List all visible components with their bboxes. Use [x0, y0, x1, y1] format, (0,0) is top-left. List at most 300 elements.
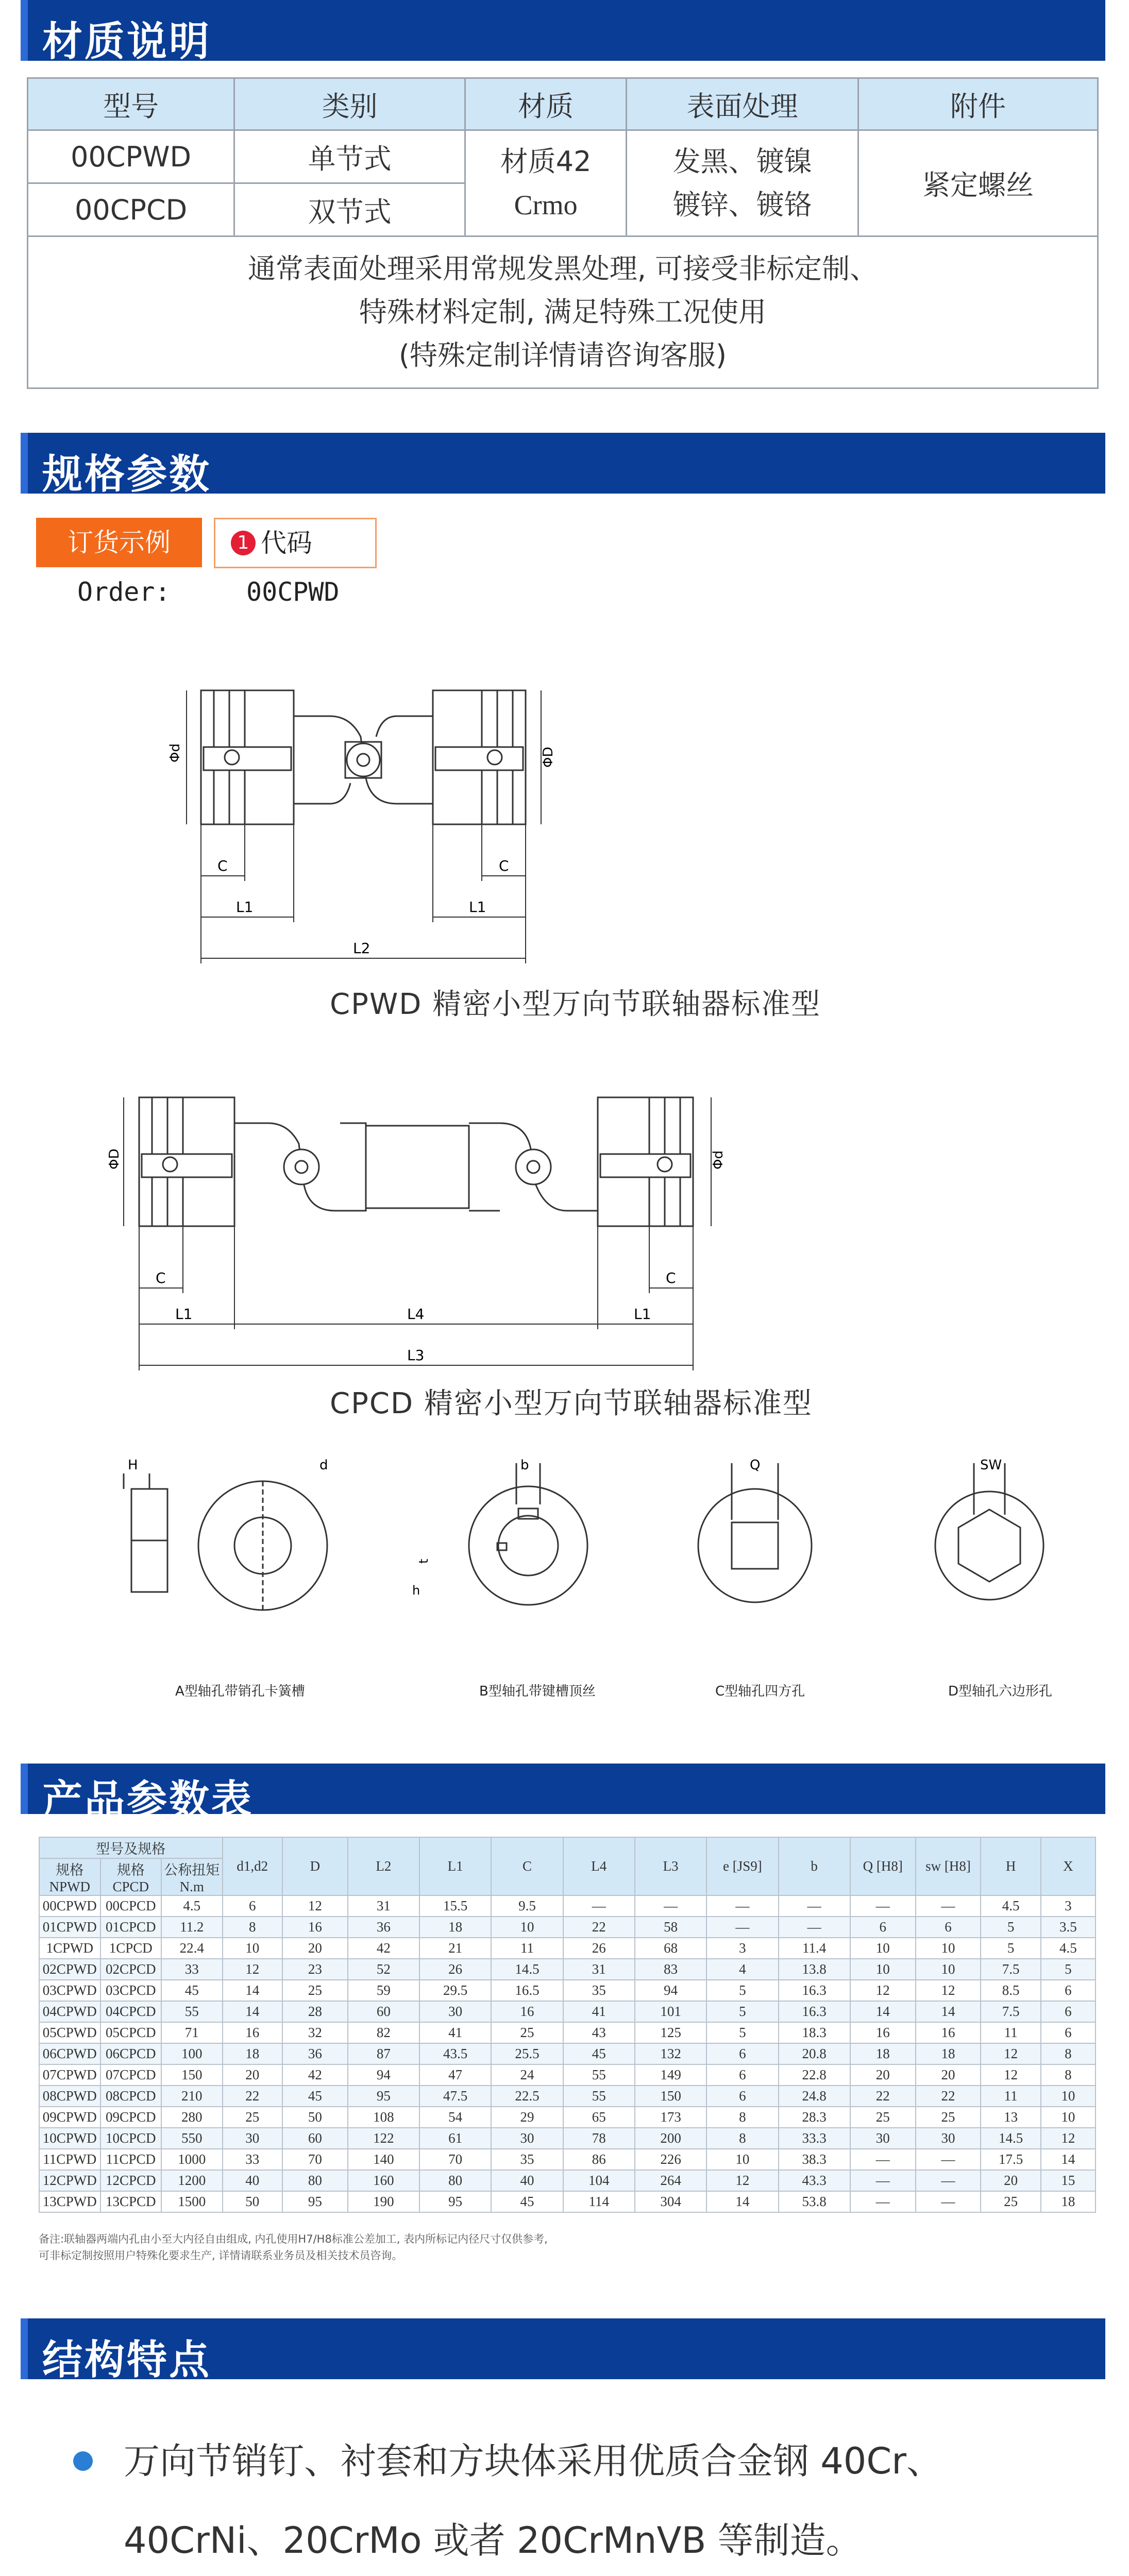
section-title-product: 产品参数表 — [42, 1777, 254, 1823]
table-cell: 35 — [491, 2149, 563, 2170]
cpwd-drawing — [167, 654, 567, 974]
table-cell: 42 — [282, 2064, 348, 2086]
table-cell: 18 — [223, 2043, 282, 2064]
table-cell: 12 — [850, 1980, 916, 2001]
table-cell: 25 — [223, 2107, 282, 2128]
table-cell: 16 — [916, 2022, 981, 2043]
table-cell: 10 — [491, 1917, 563, 1938]
table-cell: 06CPCD — [100, 2043, 162, 2064]
table-cell: 160 — [348, 2170, 419, 2191]
table-cell: 25 — [282, 1980, 348, 2001]
material-accessory-cell: 紧定螺丝 — [858, 130, 1098, 236]
table-cell: 32 — [282, 2022, 348, 2043]
table-cell: 10 — [916, 1959, 981, 1980]
table-cell: 59 — [348, 1980, 419, 2001]
spec-col-header: L4 — [563, 1837, 635, 1895]
table-cell: 03CPCD — [100, 1980, 162, 2001]
table-cell: 10 — [706, 2149, 778, 2170]
section-bar-material — [21, 0, 1105, 65]
table-row — [39, 2191, 1096, 2212]
surface-line2: 镀锌、镀铬 — [672, 188, 812, 221]
order-example-tag: 订货示例 — [36, 518, 202, 567]
table-cell: 8 — [1041, 2064, 1096, 2086]
table-cell: 8 — [706, 2107, 778, 2128]
table-cell: 14 — [223, 1980, 282, 2001]
table-cell: 22.8 — [779, 2064, 850, 2086]
note-line3: (特殊定制详情请咨询客服) — [398, 339, 727, 371]
table-cell: 125 — [635, 2022, 706, 2043]
table-cell: 6 — [916, 1917, 981, 1938]
table-cell: 11CPWD — [39, 2149, 100, 2170]
table-cell: 01CPCD — [100, 1917, 162, 1938]
spec-header-npwd: 规格 NPWD — [39, 1858, 100, 1895]
spec-col-header: L3 — [635, 1837, 706, 1895]
table-cell: 07CPWD — [39, 2064, 100, 2086]
table-cell: 10 — [916, 1938, 981, 1959]
table-cell: 149 — [635, 2064, 706, 2086]
table-cell: 5 — [706, 2022, 778, 2043]
table-cell: 23 — [282, 1959, 348, 1980]
table-cell: 33 — [161, 1959, 223, 1980]
table-cell: 35 — [563, 1980, 635, 2001]
table-cell: 20.8 — [779, 2043, 850, 2064]
table-cell: 18 — [850, 2043, 916, 2064]
table-cell: 29 — [491, 2107, 563, 2128]
table-cell: 60 — [348, 2001, 419, 2022]
table-cell: 43.5 — [419, 2043, 491, 2064]
table-cell: 08CPCD — [100, 2086, 162, 2107]
section-accent — [21, 433, 28, 494]
table-cell: 55 — [563, 2086, 635, 2107]
table-cell: 11CPCD — [100, 2149, 162, 2170]
table-cell: 50 — [282, 2107, 348, 2128]
cpcd-dim-L1-left: L1 — [175, 1306, 193, 1323]
table-cell: 36 — [348, 1917, 419, 1938]
table-cell: 14.5 — [981, 2128, 1040, 2149]
table-cell: 12 — [916, 1980, 981, 2001]
table-cell: 41 — [419, 2022, 491, 2043]
table-cell: — — [916, 2170, 981, 2191]
section-accent — [21, 2318, 28, 2379]
table-cell: 55 — [161, 2001, 223, 2022]
table-cell: 65 — [563, 2107, 635, 2128]
table-row — [39, 1917, 1096, 1938]
material-line2: Crmo — [514, 189, 578, 221]
table-cell: 4.5 — [981, 1895, 1040, 1917]
table-cell: 04CPWD — [39, 2001, 100, 2022]
cpcd-drawing — [108, 1066, 747, 1376]
table-cell: 95 — [348, 2086, 419, 2107]
spec-table — [39, 1837, 1096, 2213]
cpwd-dim-L2: L2 — [353, 940, 370, 957]
table-cell: 264 — [635, 2170, 706, 2191]
table-cell: 38.3 — [779, 2149, 850, 2170]
table-cell: 05CPWD — [39, 2022, 100, 2043]
table-cell: 20 — [282, 1938, 348, 1959]
table-cell: 173 — [635, 2107, 706, 2128]
table-cell: 4 — [706, 1959, 778, 1980]
table-cell: 52 — [348, 1959, 419, 1980]
table-cell: 16.5 — [491, 1980, 563, 2001]
table-cell: 45 — [491, 2191, 563, 2212]
table-cell: 10CPWD — [39, 2128, 100, 2149]
table-row — [39, 2149, 1096, 2170]
section-bar-product — [21, 1764, 1105, 1823]
table-cell: 61 — [419, 2128, 491, 2149]
table-cell: 100 — [161, 2043, 223, 2064]
table-cell: 8 — [223, 1917, 282, 1938]
table-cell: 3 — [1041, 1895, 1096, 1917]
cpwd-caption: CPWD 精密小型万向节联轴器标准型 — [330, 988, 821, 1021]
table-cell: 6 — [706, 2064, 778, 2086]
note-line1: 通常表面处理采用常规发黑处理, 可接受非标定制、 — [247, 252, 878, 285]
table-cell: — — [563, 1895, 635, 1917]
bore-b-dim-t: t — [416, 1558, 431, 1564]
table-cell: 22.5 — [491, 2086, 563, 2107]
table-cell: — — [916, 1895, 981, 1917]
table-cell: 4.5 — [161, 1895, 223, 1917]
table-cell: 12 — [282, 1895, 348, 1917]
table-cell: 86 — [563, 2149, 635, 2170]
table-cell: 20 — [223, 2064, 282, 2086]
cpwd-dim-D: ΦD — [541, 747, 556, 768]
table-cell: 20 — [981, 2170, 1040, 2191]
table-cell: 21 — [419, 1938, 491, 1959]
table-cell: 8 — [706, 2128, 778, 2149]
table-cell: 16 — [491, 2001, 563, 2022]
material-table-header — [28, 78, 1098, 130]
table-cell: 5 — [981, 1938, 1040, 1959]
cpcd-dim-L4: L4 — [407, 1306, 425, 1323]
table-row — [39, 1959, 1096, 1980]
table-cell: 31 — [563, 1959, 635, 1980]
table-row — [39, 2043, 1096, 2064]
table-cell: 26 — [419, 1959, 491, 1980]
feature-list — [62, 2421, 1087, 2576]
feature-item — [62, 2421, 1087, 2576]
table-cell: 09CPCD — [100, 2107, 162, 2128]
table-cell: 16 — [223, 2022, 282, 2043]
table-cell: — — [706, 1895, 778, 1917]
table-cell: 25 — [981, 2191, 1040, 2212]
spec-col-header: X — [1041, 1837, 1096, 1895]
material-header-accessory: 附件 — [858, 78, 1098, 130]
cpcd-dim-D: ΦD — [107, 1148, 122, 1170]
table-cell: 10 — [850, 1938, 916, 1959]
table-cell: 3.5 — [1041, 1917, 1096, 1938]
table-cell: 18 — [419, 1917, 491, 1938]
cpwd-dim-C-left: C — [217, 857, 228, 874]
table-cell: 71 — [161, 2022, 223, 2043]
table-cell: 16 — [850, 2022, 916, 2043]
table-cell: 47 — [419, 2064, 491, 2086]
spec-col-header: D — [282, 1837, 348, 1895]
table-cell: 31 — [348, 1895, 419, 1917]
table-cell: 29.5 — [419, 1980, 491, 2001]
table-cell: 5 — [1041, 1959, 1096, 1980]
table-cell: 25 — [916, 2107, 981, 2128]
material-header-surface: 表面处理 — [627, 78, 858, 130]
table-cell: 8.5 — [981, 1980, 1040, 2001]
table-cell: 87 — [348, 2043, 419, 2064]
table-cell: 22 — [223, 2086, 282, 2107]
table-cell: 36 — [282, 2043, 348, 2064]
table-cell: 58 — [635, 1917, 706, 1938]
table-cell: 55 — [563, 2064, 635, 2086]
table-cell: 24.8 — [779, 2086, 850, 2107]
spec-col-header: e [JS9] — [706, 1837, 778, 1895]
table-cell: 10 — [1041, 2107, 1096, 2128]
table-cell: 60 — [282, 2128, 348, 2149]
spec-group-header-row — [39, 1837, 1096, 1858]
table-cell: 6 — [706, 2086, 778, 2107]
cpcd-dim-L3: L3 — [407, 1347, 425, 1364]
table-cell: 54 — [419, 2107, 491, 2128]
table-cell: — — [706, 1917, 778, 1938]
table-cell: 01CPWD — [39, 1917, 100, 1938]
table-row — [39, 2022, 1096, 2043]
cpcd-caption: CPCD 精密小型万向节联轴器标准型 — [330, 1387, 813, 1420]
table-cell: 150 — [635, 2086, 706, 2107]
table-row — [39, 2086, 1096, 2107]
bore-a-dim-h: H — [128, 1458, 138, 1473]
table-cell: 30 — [419, 2001, 491, 2022]
table-row — [39, 2001, 1096, 2022]
bore-c-dim-q: Q — [750, 1458, 761, 1473]
table-cell: 6 — [706, 2043, 778, 2064]
table-cell: 11 — [981, 2086, 1040, 2107]
table-cell: 03CPWD — [39, 1980, 100, 2001]
cpcd-dim-C-left: C — [156, 1269, 166, 1286]
table-cell: 00CPWD — [39, 1895, 100, 1917]
material-note-cell — [28, 236, 1098, 388]
table-cell: 30 — [850, 2128, 916, 2149]
table-cell: 5 — [706, 2001, 778, 2022]
table-cell: 14 — [850, 2001, 916, 2022]
table-cell: 16.3 — [779, 2001, 850, 2022]
table-cell: 11 — [491, 1938, 563, 1959]
table-cell: 5 — [706, 1980, 778, 2001]
table-row — [39, 2107, 1096, 2128]
table-cell: 13CPWD — [39, 2191, 100, 2212]
table-cell: 14 — [706, 2191, 778, 2212]
table-cell: 33 — [223, 2149, 282, 2170]
material-material-cell — [465, 130, 626, 236]
table-cell: 28 — [282, 2001, 348, 2022]
table-cell: 14 — [223, 2001, 282, 2022]
table-cell: 42 — [348, 1938, 419, 1959]
material-model-cell: 00CPWD — [28, 130, 234, 183]
spec-header-torque: 公称扭矩 N.m — [161, 1858, 223, 1895]
bullet-dot-icon — [73, 2451, 93, 2471]
surface-line1: 发黑、镀镍 — [672, 145, 812, 178]
table-cell: 15 — [1041, 2170, 1096, 2191]
table-cell: 9.5 — [491, 1895, 563, 1917]
table-cell: 22 — [850, 2086, 916, 2107]
code-tag — [214, 518, 377, 568]
table-cell: 108 — [348, 2107, 419, 2128]
table-cell: 95 — [282, 2191, 348, 2212]
table-cell: — — [916, 2191, 981, 2212]
table-cell: 50 — [223, 2191, 282, 2212]
table-cell: 02CPWD — [39, 1959, 100, 1980]
table-cell: 22 — [563, 1917, 635, 1938]
table-cell: 78 — [563, 2128, 635, 2149]
bore-b-caption: B型轴孔带键槽顶丝 — [479, 1684, 596, 1699]
bore-b-dim-b: b — [520, 1458, 529, 1473]
table-cell: 30 — [491, 2128, 563, 2149]
table-cell: 10 — [850, 1959, 916, 1980]
table-cell: 6 — [223, 1895, 282, 1917]
cpcd-dim-d: Φd — [711, 1150, 726, 1170]
table-cell: 25.5 — [491, 2043, 563, 2064]
table-cell: 1200 — [161, 2170, 223, 2191]
table-cell: 210 — [161, 2086, 223, 2107]
table-cell: 140 — [348, 2149, 419, 2170]
table-cell: 41 — [563, 2001, 635, 2022]
table-row — [39, 2170, 1096, 2191]
table-cell: 304 — [635, 2191, 706, 2212]
table-cell: 80 — [419, 2170, 491, 2191]
table-cell: 200 — [635, 2128, 706, 2149]
table-cell: 12 — [223, 1959, 282, 1980]
material-model-cell: 00CPCD — [28, 183, 234, 236]
spec-note-1: 备注:联轴器两端内孔由小至大内径自由组成, 内孔使用H7/H8标准公差加工, 表内所标记内径尺寸仅供参考, — [39, 2233, 548, 2245]
spec-table-body — [39, 1895, 1096, 2212]
table-cell: 28.3 — [779, 2107, 850, 2128]
table-cell: 14 — [916, 2001, 981, 2022]
table-cell: 30 — [223, 2128, 282, 2149]
table-cell: 40 — [223, 2170, 282, 2191]
table-cell: 13.8 — [779, 1959, 850, 1980]
table-cell: 1CPCD — [100, 1938, 162, 1959]
spec-col-header: L2 — [348, 1837, 419, 1895]
cpcd-dim-C-right: C — [666, 1269, 676, 1286]
table-cell: 20 — [916, 2064, 981, 2086]
table-cell: 150 — [161, 2064, 223, 2086]
table-row — [39, 1938, 1096, 1959]
note-line2: 特殊材料定制, 满足特殊工况使用 — [359, 296, 767, 328]
table-cell: 68 — [635, 1938, 706, 1959]
table-cell: 12 — [1041, 2128, 1096, 2149]
cpwd-dim-L1-left: L1 — [236, 899, 254, 916]
table-cell: 10 — [1041, 2086, 1096, 2107]
table-cell: 53.8 — [779, 2191, 850, 2212]
section-title-features: 结构特点 — [42, 2337, 212, 2383]
table-cell: 09CPWD — [39, 2107, 100, 2128]
table-cell: 08CPWD — [39, 2086, 100, 2107]
table-cell: 8 — [1041, 2043, 1096, 2064]
material-row — [28, 130, 1098, 183]
table-cell: 104 — [563, 2170, 635, 2191]
material-header-type: 类别 — [234, 78, 465, 130]
table-cell: 45 — [563, 2043, 635, 2064]
table-cell: — — [850, 2191, 916, 2212]
table-cell: 18 — [916, 2043, 981, 2064]
table-cell: 02CPCD — [100, 1959, 162, 1980]
material-type-cell: 单节式 — [234, 130, 465, 183]
table-cell: 24 — [491, 2064, 563, 2086]
bore-a-caption: A型轴孔带销孔卡簧槽 — [175, 1684, 305, 1699]
table-cell: 3 — [706, 1938, 778, 1959]
table-cell: 22.4 — [161, 1938, 223, 1959]
spec-col-header: b — [779, 1837, 850, 1895]
section-bar-spec — [21, 433, 1105, 498]
table-cell: 16 — [282, 1917, 348, 1938]
table-cell: 82 — [348, 2022, 419, 2043]
table-cell: 6 — [1041, 2022, 1096, 2043]
table-cell: 00CPCD — [100, 1895, 162, 1917]
cpwd-dim-C-right: C — [499, 857, 509, 874]
order-value: 00CPWD — [246, 577, 340, 607]
table-cell: 11.4 — [779, 1938, 850, 1959]
table-cell: 40 — [491, 2170, 563, 2191]
table-cell: 18 — [1041, 2191, 1096, 2212]
table-cell: 101 — [635, 2001, 706, 2022]
spec-col-header: d1,d2 — [223, 1837, 282, 1895]
table-cell: 6 — [1041, 1980, 1096, 2001]
table-cell: — — [850, 1895, 916, 1917]
table-cell: 47.5 — [419, 2086, 491, 2107]
cpcd-dim-L1-right: L1 — [634, 1306, 651, 1323]
table-cell: — — [635, 1895, 706, 1917]
table-cell: 07CPCD — [100, 2064, 162, 2086]
material-surface-cell — [627, 130, 858, 236]
feature-line: 40CrNi、20CrMo 或者 20CrMnVB 等制造。 — [124, 2519, 862, 2562]
table-cell: — — [916, 2149, 981, 2170]
table-row — [39, 2128, 1096, 2149]
table-cell: 7.5 — [981, 2001, 1040, 2022]
spec-header-cpcd: 规格 CPCD — [100, 1858, 162, 1895]
table-cell: 1000 — [161, 2149, 223, 2170]
cpwd-dim-L1-right: L1 — [469, 899, 486, 916]
table-cell: — — [779, 1917, 850, 1938]
table-cell: 6 — [1041, 2001, 1096, 2022]
table-cell: 15.5 — [419, 1895, 491, 1917]
table-row — [39, 1895, 1096, 1917]
table-cell: 04CPCD — [100, 2001, 162, 2022]
table-cell: — — [850, 2149, 916, 2170]
table-cell: 17.5 — [981, 2149, 1040, 2170]
table-cell: 122 — [348, 2128, 419, 2149]
table-cell: 20 — [850, 2064, 916, 2086]
table-cell: 16.3 — [779, 1980, 850, 2001]
bore-a-dim-d: d — [319, 1458, 328, 1473]
spec-col-header: L1 — [419, 1837, 491, 1895]
bore-d-caption: D型轴孔六边形孔 — [948, 1684, 1053, 1699]
spec-col-header: Q [H8] — [850, 1837, 916, 1895]
table-cell: 05CPCD — [100, 2022, 162, 2043]
spec-col-header: sw [H8] — [916, 1837, 981, 1895]
material-type-cell: 双节式 — [234, 183, 465, 236]
table-cell: 14.5 — [491, 1959, 563, 1980]
table-cell: 94 — [635, 1980, 706, 2001]
table-cell: 13 — [981, 2107, 1040, 2128]
table-cell: 226 — [635, 2149, 706, 2170]
bore-a-dim-h-small: h — [412, 1583, 420, 1598]
table-cell: 45 — [161, 1980, 223, 2001]
table-cell: 45 — [282, 2086, 348, 2107]
table-cell: 33.3 — [779, 2128, 850, 2149]
feature-line: 万向节销钉、衬套和方块体采用优质合金钢 40Cr、 — [124, 2440, 942, 2482]
table-cell: 43.3 — [779, 2170, 850, 2191]
table-cell: 7.5 — [981, 1959, 1040, 1980]
table-cell: 280 — [161, 2107, 223, 2128]
bore-d-dim-sw: SW — [980, 1458, 1002, 1473]
table-cell: 1500 — [161, 2191, 223, 2212]
spec-note-2: 可非标定制按照用户特殊化要求生产, 详情请联系业务员及相关技术员咨询。 — [39, 2249, 403, 2262]
spec-group-header: 型号及规格 — [39, 1837, 223, 1858]
